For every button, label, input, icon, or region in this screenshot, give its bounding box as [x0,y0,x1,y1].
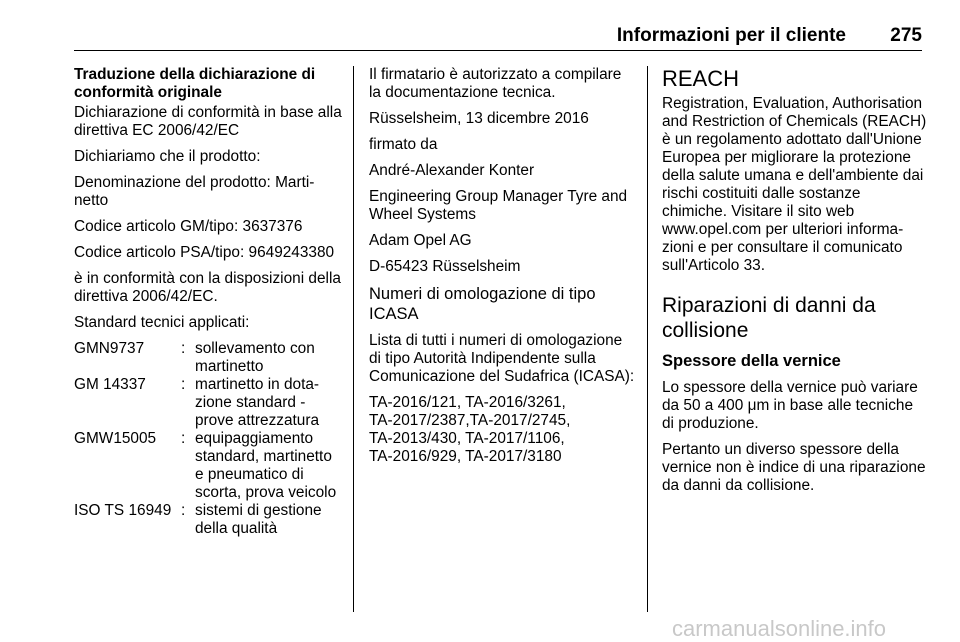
product-name: Denominazione del prodotto: Martinetto [74,174,315,209]
paint-text: Lo spessore della vernice può variare da 50 a 400 μm in base alle tecniche di produzione. [662,379,918,432]
icasa-number-line: TA-2017/2387,TA-2017/2745, [369,412,571,429]
standard-description: martinetto in dotazione standard - prove attrezzatura [195,376,320,429]
standard-code: GM 14337 [74,376,146,393]
declaration-statement: Dichiariamo che il prodotto: [74,148,261,165]
watermark: carmanualsonline.info [672,616,887,641]
psa-code: Codice articolo PSA/tipo: 9649243380 [74,244,335,261]
signatory-text: Il firmatario è autorizzato a compilare la documentazione tecnica. [369,66,622,101]
gm-code: Codice articolo GM/tipo: 3637376 [74,218,303,235]
standard-code: ISO TS 16949 [74,502,172,519]
conformity-text: è in conformità con la disposizioni della direttiva 2006/42/EC. [74,270,341,305]
repair-heading: Riparazioni di danni da collisione [662,294,876,342]
standard-description: sollevamento con martinetto [195,340,315,375]
column-divider [353,66,354,612]
icasa-heading: Numeri di omologazione di tipo ICASA [369,285,596,323]
page-title: Informazioni per il cliente [616,25,846,46]
icasa-numbers [369,394,637,466]
standard-separator: : [181,430,186,447]
declaration-intro: Dichiarazione di conformità in base alla direttiva EC 2006/42/EC [74,104,342,139]
column-divider [647,66,648,612]
standard-code: GMW15005 [74,430,157,447]
standard-separator: : [181,376,186,393]
signed-by: firmato da [369,136,438,153]
standard-description: equipaggiamento standard, martinetto e pneumatico di scorta, prova veicolo [195,430,337,501]
icasa-number-line: TA-2013/430, TA-2017/1106, [369,430,565,447]
place-date: Rüsselsheim, 13 dicembre 2016 [369,110,589,127]
icasa-text: Lista di tutti i numeri di omologazione di tipo Autorità Indipendente sulla Comunicazione del Sudafrica (ICASA): [369,332,635,385]
standard-description: sistemi di gestione della qualità [195,502,322,537]
standard-code: GMN9737 [74,340,145,357]
reach-text: Registration, Evaluation, Authorisation and Restriction of Chemicals (REACH) è un regolamento adottato dall'Unione Europea per migliorare la protezione della salute umana e dell'ambiente dai rischi costituiti dalle sostanze chimiche. Visitare il sito web www.opel.com per ulteriori informazioni e per consultare il comunicato sull'Articolo 33. [662,95,927,274]
page-header [74,0,922,51]
standard-separator: : [181,502,186,519]
reach-heading: REACH [662,66,740,91]
column-declaration [74,66,342,538]
standard-separator: : [181,340,186,357]
signer-name: André-Alexander Konter [369,162,535,179]
column-reach [662,66,928,503]
icasa-number-line: TA-2016/121, TA-2016/3261, [369,394,566,411]
page-number: 275 [890,25,922,46]
icasa-number-line: TA-2016/929, TA-2017/3180 [369,448,562,465]
standards-label: Standard tecnici applicati: [74,314,250,331]
declaration-heading: Traduzione della dichiarazione di conformità originale [74,66,316,101]
company-address: D-65423 Rüsselsheim [369,258,521,275]
paint-text: Pertanto un diverso spessore della vernice non è indice di una riparazione da danni da collisione. [662,441,926,494]
company-name: Adam Opel AG [369,232,472,249]
signer-role: Engineering Group Manager Tyre and Wheel Systems [369,188,628,223]
paint-heading: Spessore della vernice [662,352,841,370]
column-signatory [369,66,637,474]
standards-table [74,340,342,538]
